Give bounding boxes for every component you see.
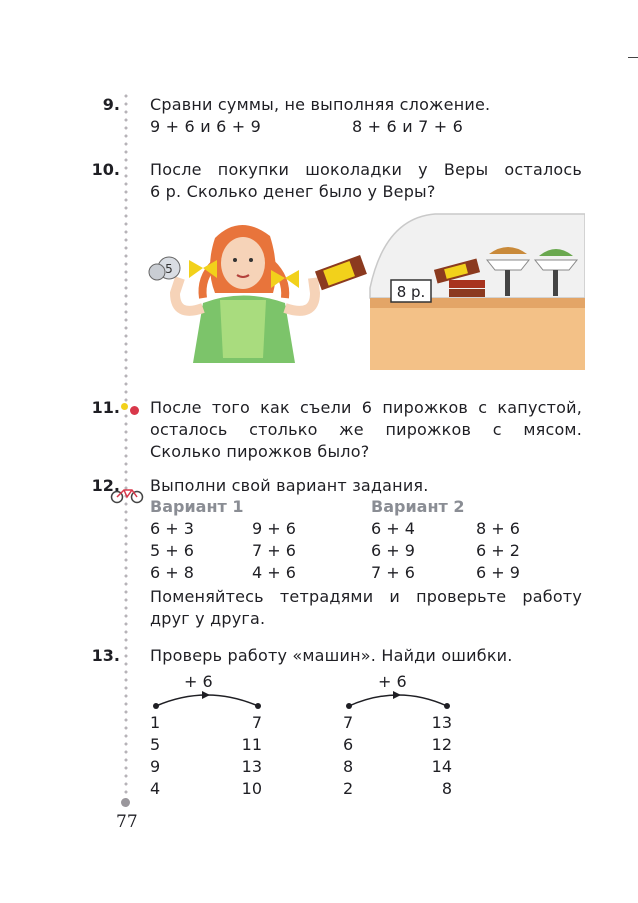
machine-2-in-3: 8 [343, 757, 354, 776]
v2-c2-r3: 6 + 9 [476, 563, 520, 582]
task-9-expr-right: 8 + 6 и 7 + 6 [352, 117, 464, 136]
machine-1-arrow [150, 688, 270, 714]
task-12-intro: Выполни свой вариант задания. [150, 476, 429, 495]
task-9-text: Сравни суммы, не выполняя сложение. [150, 95, 491, 114]
task-10-number: 10. [91, 160, 120, 179]
machine-1-label: + 6 [184, 672, 213, 691]
task-10-line1: После покупки шоколадки у Веры осталось [150, 160, 582, 179]
machine-1-in-2: 5 [150, 735, 161, 754]
task-11-line2: осталось столько же пирожков с мясом. [150, 420, 582, 439]
task-11-line3: Сколько пирожков было? [150, 442, 370, 461]
yellow-marker-dot [121, 403, 128, 410]
girl-face [221, 237, 265, 289]
page-number: 77 [116, 812, 138, 832]
task-10-illustration [145, 208, 585, 370]
machine-2-out-3: 14 [431, 757, 452, 776]
machine-2-in-4: 2 [343, 779, 354, 798]
task-13-text: Проверь работу «машин». Найди ошибки. [150, 646, 513, 665]
machine-2-label: + 6 [378, 672, 407, 691]
machine-1-in-4: 4 [150, 779, 161, 798]
coin-label: 5 [165, 262, 173, 276]
v1-c2-r2: 7 + 6 [252, 541, 296, 560]
machine-2-in-2: 6 [343, 735, 354, 754]
bicycle-icon [110, 486, 144, 504]
margin-end-dot [121, 798, 130, 807]
v2-c1-r3: 7 + 6 [371, 563, 415, 582]
machine-1-out-4: 10 [241, 779, 262, 798]
machine-2-out-4: 8 [441, 779, 452, 798]
v2-c2-r2: 6 + 2 [476, 541, 520, 560]
margin-dotted-line [124, 92, 128, 804]
v1-c2-r3: 4 + 6 [252, 563, 296, 582]
v1-c1-r3: 6 + 8 [150, 563, 194, 582]
red-marker-dot [130, 406, 139, 415]
v2-c1-r2: 6 + 9 [371, 541, 415, 560]
v1-c1-r2: 5 + 6 [150, 541, 194, 560]
task-9-expr-left: 9 + 6 и 6 + 9 [150, 117, 262, 136]
machine-1-out-3: 13 [241, 757, 262, 776]
price-tag-label: 8 р. [396, 283, 426, 301]
shop-counter [370, 298, 585, 370]
task-12-outro-line2: друг у друга. [150, 609, 266, 628]
v1-c1-r1: 6 + 3 [150, 519, 194, 538]
machine-1-out-1: 7 [251, 713, 262, 732]
task-11-number: 11. [91, 398, 120, 417]
machine-1-in-1: 1 [150, 713, 161, 732]
v1-c2-r1: 9 + 6 [252, 519, 296, 538]
variant-2-title: Вариант 2 [371, 497, 465, 516]
corner-dash [628, 57, 638, 58]
variant-1-title: Вариант 1 [150, 497, 244, 516]
task-10-line2: 6 р. Сколько денег было у Веры? [150, 182, 436, 201]
task-12-number: 12. [91, 476, 120, 495]
machine-2-out-1: 13 [431, 713, 452, 732]
task-11-line1: После того как съели 6 пирожков с капустой, [150, 398, 582, 417]
v2-c1-r1: 6 + 4 [371, 519, 415, 538]
machine-2-in-1: 7 [343, 713, 354, 732]
machine-1-out-2: 11 [241, 735, 262, 754]
task-9-number: 9. [102, 95, 120, 114]
v2-c2-r1: 8 + 6 [476, 519, 520, 538]
machine-2-out-2: 12 [431, 735, 452, 754]
task-12-outro-line1: Поменяйтесь тетрадями и проверьте работу [150, 587, 582, 606]
task-13-number: 13. [91, 646, 120, 665]
machine-1-in-3: 9 [150, 757, 161, 776]
machine-2-arrow [343, 688, 463, 714]
